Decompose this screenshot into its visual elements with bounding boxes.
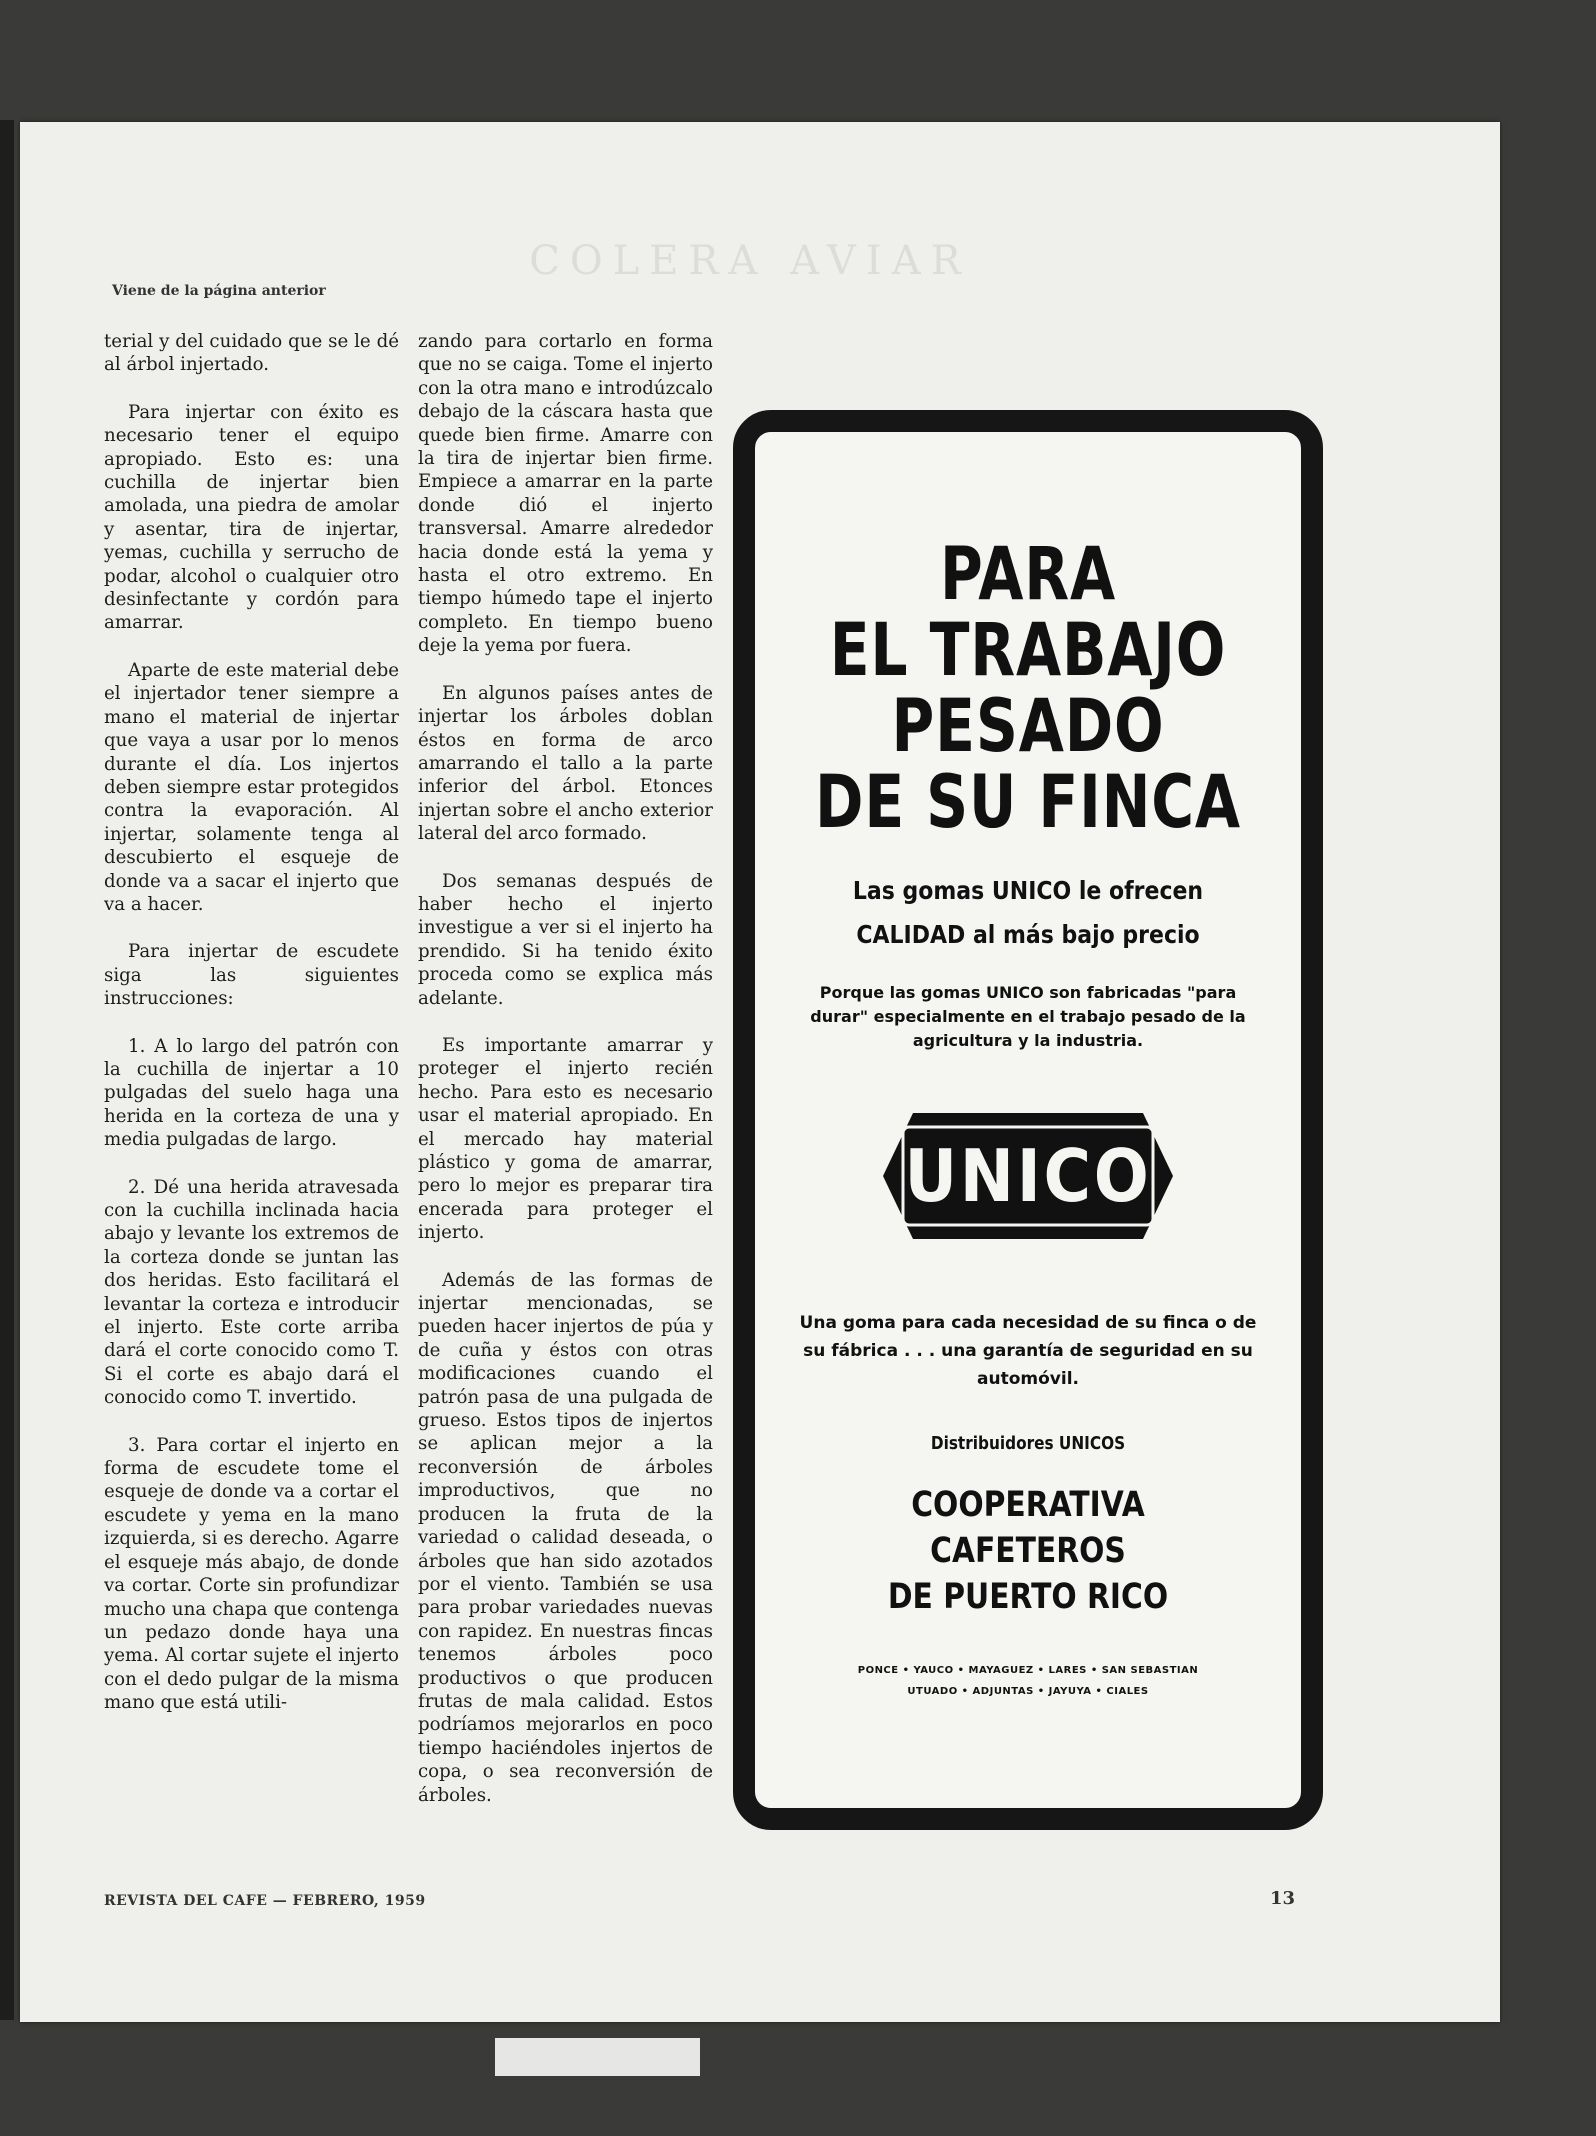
paragraph: Para injertar con éxito es necesario tener el equipo apropiado. Esto es: una cuchilla de injertar bien amolada, una piedra de amolar y asentar, tira de injertar, yemas, cuchilla y serrucho de podar, alcohol o cualquier otro desinfectante y cordón para amarrar. (104, 401, 399, 634)
paragraph: terial y del cuidado que se le dé al árbol injertado. (104, 331, 399, 376)
paragraph: Aparte de este material debe el injertador tener siempre a mano el material de injertar que vaya a usar por lo menos durante el día. Los injertos deben siempre estar protegidos contra la evaporación. Al injertar, solamente tenga al descubierto el esqueje de donde va a sacar el injerto que va a hacer. (104, 659, 399, 915)
ad-towns (755, 1660, 1301, 1702)
ad-coop-line: CAFETEROS (930, 1531, 1126, 1571)
paragraph: zando para cortarlo en forma que no se caiga. Tome el injerto con la otra mano e introdúzcalo debajo de la cáscara hasta que quede bien firme. Amarre con la tira de injertar bien firme. Empiece a amarrar en la parte donde dió el injerto transversal. Amarre alrededor hacia donde está la yema y hasta el otro extremo. En tiempo húmedo tape el injerto completo. En tiempo bueno deje la yema por fuera. (418, 331, 713, 657)
ad-tagline: Una goma para cada necesidad de su finca o de su fábrica . . . una garantía de seguridad en su automóvil. (799, 1313, 1257, 1389)
unico-advertisement (733, 410, 1323, 1830)
continued-label: Viene de la página anterior (112, 283, 326, 299)
article-column-2 (418, 330, 713, 1831)
ad-distributors-label: Distribuidores UNICOS (930, 1433, 1126, 1454)
ad-sub-line: CALIDAD al más bajo precio (856, 920, 1200, 949)
paragraph: Para injertar de escudete siga las siguientes instrucciones: (104, 941, 399, 1010)
ad-cooperative-name (796, 1482, 1260, 1620)
ad-headline-line: DE SU FINCA (815, 760, 1241, 845)
paragraph: 2. Dé una herida atravesada con la cuchilla inclinada hacia abajo y levante los extremos de la corteza donde se juntan las dos heridas. Esto facilitará el levantar la corteza e introducir el injerto. Este corte arriba dará el corte conocido como T. Si el corte es abajo dará el conocido como T. invertido. (104, 1176, 399, 1409)
ad-subheadline (788, 869, 1268, 957)
show-through-text: COLERA AVIAR (529, 238, 971, 284)
ad-headline (810, 532, 1247, 845)
logo-text: UNICO (904, 1134, 1152, 1218)
paragraph: 1. A lo largo del patrón con la cuchilla de injertar a 10 pulgadas del suelo haga una herida en la corteza de una y media pulgadas de largo. (104, 1035, 399, 1151)
paragraph: En algunos países antes de injertar los árboles doblan éstos en forma de arco amarrando el tallo a la parte inferior del árbol. Etonces injertan sobre el ancho exterior lateral del arco formado. (418, 682, 713, 845)
page-number: 13 (1270, 1888, 1296, 1909)
ad-sub-line: Las gomas UNICO le ofrecen (852, 876, 1204, 905)
ad-coop-line: COOPERATIVA (911, 1485, 1145, 1525)
scan-tab-strip (495, 2038, 700, 2076)
article-column-1 (104, 330, 399, 1739)
paragraph: 3. Para cortar el injerto en forma de escudete tome el esqueje de donde va a cortar el escudete y yema en la mano izquierda, si es derecho. Agarre el esqueje más abajo, de donde va cortar. Corte sin profundizar mucho una chapa que contenga un pedazo donde haya una yema. Al cortar sujete el injerto con el dedo pulgar de la misma mano que está utili- (104, 1434, 399, 1714)
ad-coop-line: DE PUERTO RICO (887, 1577, 1169, 1617)
ad-towns-line: PONCE • YAUCO • MAYAGUEZ • LARES • SAN SEBASTIAN (857, 1665, 1199, 1676)
paragraph: Además de las formas de injertar mencionadas, se pueden hacer injertos de púa y de cuña y éstos con otras modificaciones cuando el patrón pasa de una pulgada de grueso. Estos tipos de injertos se aplican mejor a la reconversión de árboles improductivos, que no producen la fruta de la variedad o calidad deseada, o árboles que han sido azotados por el viento. También se usa para probar variedades nuevas con rapidez. En nuestras fincas tenemos árboles poco productivos o que producen frutas de mala calidad. Estos podríamos mejorarlos en poco tiempo haciéndoles injertos de copa, o sea reconversión de árboles. (418, 1269, 713, 1806)
ad-headline-line: EL TRABAJO (829, 608, 1227, 693)
publication-footer: REVISTA DEL CAFE — FEBRERO, 1959 (104, 1893, 426, 1909)
paragraph: Es importante amarrar y proteger el injerto recién hecho. Para esto es necesario usar el material apropiado. En el mercado hay material plástico y goma de amarrar, pero lo mejor es preparar tira encerada para proteger el injerto. (418, 1034, 713, 1244)
scan-edge (0, 120, 14, 2020)
paragraph: Dos semanas después de haber hecho el injerto investigue a ver si el injerto ha prendido. Si ha tenido éxito proceda como se explica más adelante. (418, 870, 713, 1009)
ad-headline-line: PARA (939, 532, 1116, 617)
ad-body-text: Porque las gomas UNICO son fabricadas "para durar" especialmente en el trabajo pesado de la agricultura y la industria. (810, 983, 1246, 1050)
ad-towns-line: UTUADO • ADJUNTAS • JAYUYA • CIALES (907, 1686, 1149, 1697)
unico-logo (883, 1113, 1173, 1239)
ad-headline-line: PESADO (891, 684, 1165, 769)
